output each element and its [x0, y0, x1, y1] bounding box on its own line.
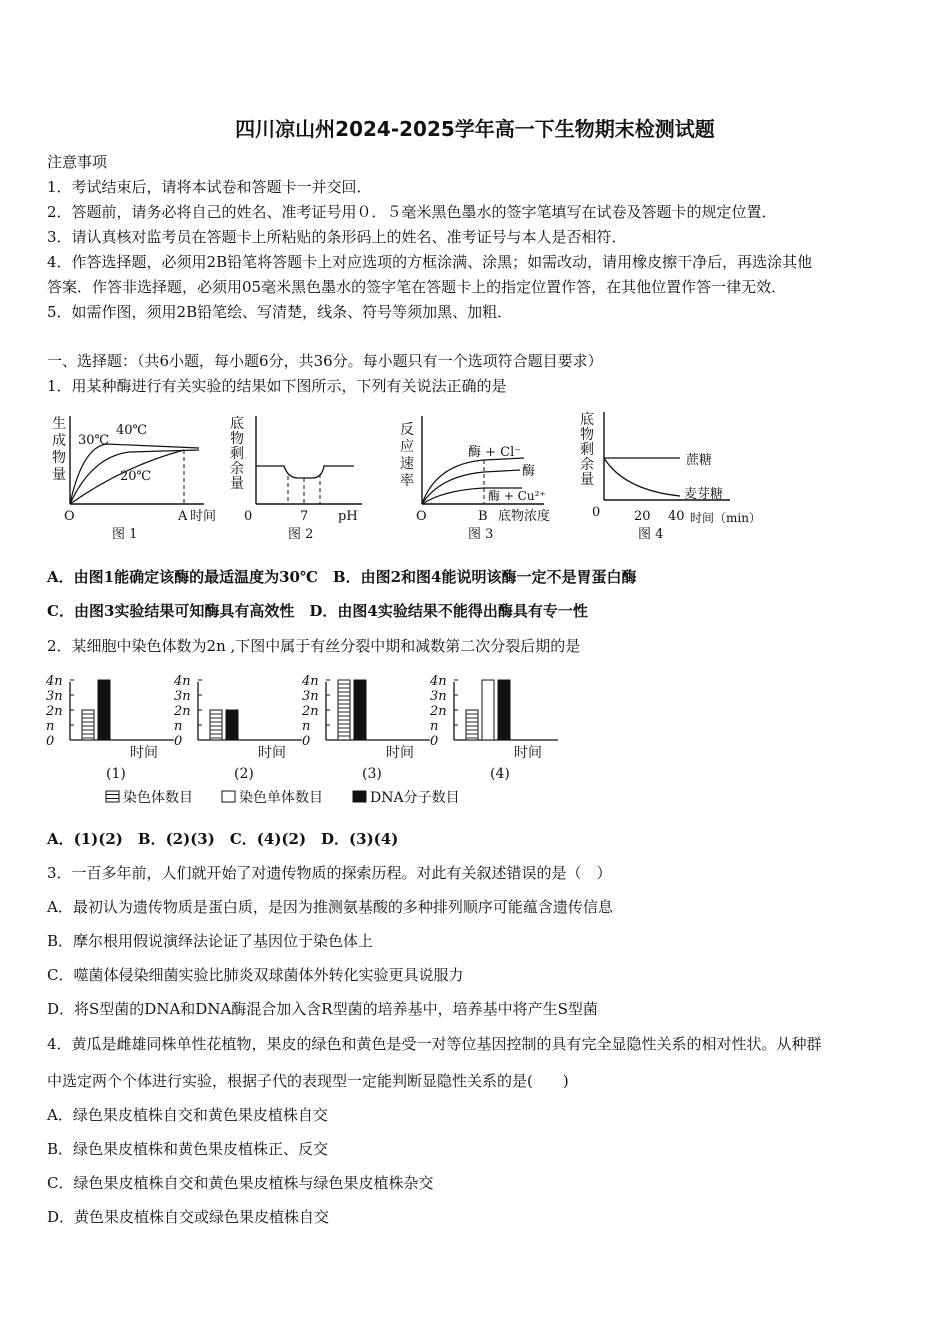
q2-tick-label: 2n [302, 704, 319, 719]
fig3-origin: O [416, 509, 427, 524]
q2-panel [173, 674, 302, 782]
fig2-ylabel: 物 [230, 431, 244, 447]
q2-tick-label: 3n [174, 689, 191, 704]
fig1-ylabel: 生 [52, 416, 66, 432]
question-4-stem-cont: 中选定两个个体进行实验，根据子代的表现型一定能判断显隐性关系的是( ) [47, 1072, 569, 1090]
fig2-ylabel: 底 [230, 416, 244, 432]
question-4-option-a: A．绿色果皮植株自交和黄色果皮植株自交 [47, 1106, 328, 1124]
fig3-label-cu: 酶 + Cu²⁺ [488, 489, 546, 503]
fig4-caption: 图 4 [638, 527, 664, 542]
q2-bar-chromosome [82, 710, 94, 740]
legend-chromosome: 染色体数目 [123, 790, 193, 806]
fig3-tick-b: B [478, 509, 488, 524]
q2-tick-label: n [174, 719, 183, 734]
fig3-ylabel: 反 [400, 422, 414, 438]
fig4-origin: 0 [592, 505, 601, 520]
question-4-stem: 4．黄瓜是雌雄同株单性花植物，果皮的绿色和黄色是受一对等位基因控制的具有完全显隐性关系的相对性状。从种群 [47, 1035, 822, 1053]
fig4-ylabel: 剩 [580, 442, 594, 458]
fig4-ylabel: 物 [580, 427, 594, 443]
notice-item: 1．考试结束后，请将本试卷和答题卡一并交回． [47, 178, 372, 196]
fig2-tick-7: 7 [300, 509, 309, 524]
question-3-stem: 3．一百多年前，人们就开始了对遗传物质的探索历程。对此有关叙述错误的是（ ） [47, 864, 612, 882]
fig3-label-cl: 酶 + Cl⁻ [468, 445, 522, 460]
q2-tick-label: 0 [302, 734, 311, 749]
q2-bar-chromosome [210, 710, 222, 740]
fig1-label-20: 20℃ [120, 469, 152, 484]
notice-item: 2．答题前，请务必将自己的姓名、准考证号用０．５毫米黑色墨水的签字笔填写在试卷及答题卡的规定位置． [47, 203, 777, 221]
q2-xlabel: 时间 [130, 745, 158, 761]
question-4-option-d: D．黄色果皮植株自交或绿色果皮植株自交 [47, 1208, 330, 1226]
fig2-curve [256, 466, 354, 478]
fig3-label-enzyme: 酶 [522, 464, 536, 479]
fig4-ylabel: 底 [580, 412, 594, 428]
fig1-ylabel: 量 [52, 467, 66, 483]
fig2-caption: 图 2 [288, 527, 314, 542]
notice-item: 5．如需作图，须用2B铅笔绘、写清楚，线条、符号等须加黑、加粗． [47, 303, 513, 321]
fig3-ylabel: 应 [400, 439, 414, 455]
notice-heading: 注意事项 [47, 153, 108, 171]
q2-panel [429, 674, 558, 782]
fig4-xlabel: 时间（min） [690, 511, 761, 525]
notice-item: 3．请认真核对监考员在答题卡上所粘贴的条形码上的姓名、准考证号与本人是否相符． [47, 228, 627, 246]
q2-xlabel: 时间 [258, 745, 286, 761]
legend-chromatid: 染色单体数目 [239, 790, 323, 806]
q2-bar-dna [98, 680, 110, 740]
q2-tick-label: n [302, 719, 311, 734]
fig1-xlabel: 时间 [190, 509, 217, 524]
figure-3 [400, 416, 550, 542]
question-3-option-b: B．摩尔根用假说演绎法论证了基因位于染色体上 [47, 932, 374, 950]
question-2-stem: 2．某细胞中染色体数为2n ,下图中属于有丝分裂中期和减数第二次分裂后期的是 [47, 637, 581, 655]
q2-panel-label: (2) [234, 766, 254, 782]
fig4-ylabel: 余 [580, 457, 594, 473]
figure-1 [52, 415, 216, 542]
question-1-options-ab: A．由图1能确定该酶的最适温度为30℃ B．由图2和图4能说明该酶一定不是胃蛋白酶 [47, 568, 637, 586]
question-2-options: A．(1)(2) B．(2)(3) C．(4)(2) D．(3)(4) [47, 830, 399, 848]
question-3-option-d: D．将S型菌的DNA和DNA酶混合加入含R型菌的培养基中，培养基中将产生S型菌 [47, 1000, 598, 1018]
page-title: 四川凉山州2024-2025学年高一下生物期末检测试题 [235, 117, 715, 141]
figure-2 [230, 415, 362, 542]
fig4-ylabel: 量 [580, 472, 594, 488]
q2-panel-label: (4) [490, 766, 510, 782]
q2-tick-label: n [430, 719, 439, 734]
q2-tick-label: 4n [430, 674, 447, 689]
fig1-caption: 图 1 [112, 527, 138, 542]
fig2-ylabel: 剩 [230, 446, 244, 462]
q2-tick-label: 2n [46, 704, 63, 719]
fig1-origin: O [64, 509, 75, 524]
legend-swatch-chromosome [106, 791, 119, 802]
fig4-label-maltose: 麦芽糖 [684, 487, 724, 502]
q2-tick-label: 0 [46, 734, 55, 749]
fig3-ylabel: 率 [400, 473, 414, 489]
question-1-options-cd: C．由图3实验结果可知酶具有高效性 D．由图4实验结果不能得出酶具有专一性 [47, 602, 588, 620]
fig3-caption: 图 3 [468, 527, 494, 542]
question-4-option-b: B．绿色果皮植株和黄色果皮植株正、反交 [47, 1140, 329, 1158]
figure-4 [580, 411, 761, 542]
fig4-tick-20: 20 [634, 509, 651, 524]
q2-panel-label: (3) [362, 766, 382, 782]
q2-tick-label: 4n [302, 674, 319, 689]
fig4-tick-40: 40 [668, 509, 685, 524]
q2-tick-label: 0 [174, 734, 183, 749]
q2-panel [301, 674, 430, 782]
question-3-option-a: A．最初认为遗传物质是蛋白质，是因为推测氨基酸的多种排列顺序可能蕴含遗传信息 [47, 898, 613, 916]
notice-item: 答案．作答非选择题，必须用05毫米黑色墨水的签字笔在答题卡上的指定位置作答，在其他位置作答一律无效． [47, 278, 787, 296]
fig4-label-sucrose: 蔗糖 [686, 453, 713, 468]
fig1-ylabel: 成 [52, 433, 66, 449]
q2-xlabel: 时间 [386, 745, 414, 761]
fig3-ylabel: 速 [400, 456, 414, 472]
q1-figures [44, 408, 774, 550]
q2-bar-dna [226, 710, 238, 740]
legend-swatch-dna [353, 791, 366, 802]
q2-panel-label: (1) [106, 766, 126, 782]
q2-chart [44, 670, 564, 812]
q2-tick-label: 3n [302, 689, 319, 704]
question-4-option-c: C．绿色果皮植株自交和黄色果皮植株与绿色果皮植株杂交 [47, 1174, 434, 1192]
legend-swatch-chromatid [222, 791, 235, 802]
fig2-ylabel: 余 [230, 461, 244, 477]
q2-bar-chromosome [466, 710, 478, 740]
notice-item: 4．作答选择题，必须用2B铅笔将答题卡上对应选项的方框涂满、涂黑；如需改动，请用橡皮擦干净后，再选涂其他 [47, 253, 813, 271]
q2-tick-label: 4n [174, 674, 191, 689]
q2-tick-label: 2n [430, 704, 447, 719]
fig3-xlabel: 底物浓度 [498, 509, 551, 524]
fig4-curve-maltose [604, 458, 680, 496]
q2-bar-chromosome [338, 680, 350, 740]
q2-tick-label: 2n [174, 704, 191, 719]
q2-tick-label: 0 [430, 734, 439, 749]
q2-tick-label: 3n [430, 689, 447, 704]
fig1-tick-a: A [178, 509, 188, 524]
q2-bar-dna [354, 680, 366, 740]
q2-bar-chromatid [482, 680, 494, 740]
fig1-ylabel: 物 [52, 450, 66, 466]
fig2-ylabel: 量 [230, 476, 244, 492]
q2-panel [45, 674, 174, 782]
question-3-option-c: C．噬菌体侵染细菌实验比肺炎双球菌体外转化实验更具说服力 [47, 966, 464, 984]
fig2-origin: 0 [244, 509, 253, 524]
section-heading: 一、选择题：（共6小题，每小题6分，共36分。每小题只有一个选项符合题目要求） [47, 352, 603, 370]
q2-legend [106, 789, 460, 806]
q2-bar-dna [498, 680, 510, 740]
q2-tick-label: n [46, 719, 55, 734]
question-1-stem: 1．用某种酶进行有关实验的结果如下图所示，下列有关说法正确的是 [47, 377, 507, 395]
fig2-xlabel: pH [338, 509, 358, 524]
q2-tick-label: 3n [46, 689, 63, 704]
legend-dna: DNA分子数目 [370, 790, 460, 806]
fig1-label-30: 30℃ [78, 433, 110, 448]
q2-xlabel: 时间 [514, 745, 542, 761]
fig1-label-40: 40℃ [116, 423, 148, 438]
q2-tick-label: 4n [46, 674, 63, 689]
